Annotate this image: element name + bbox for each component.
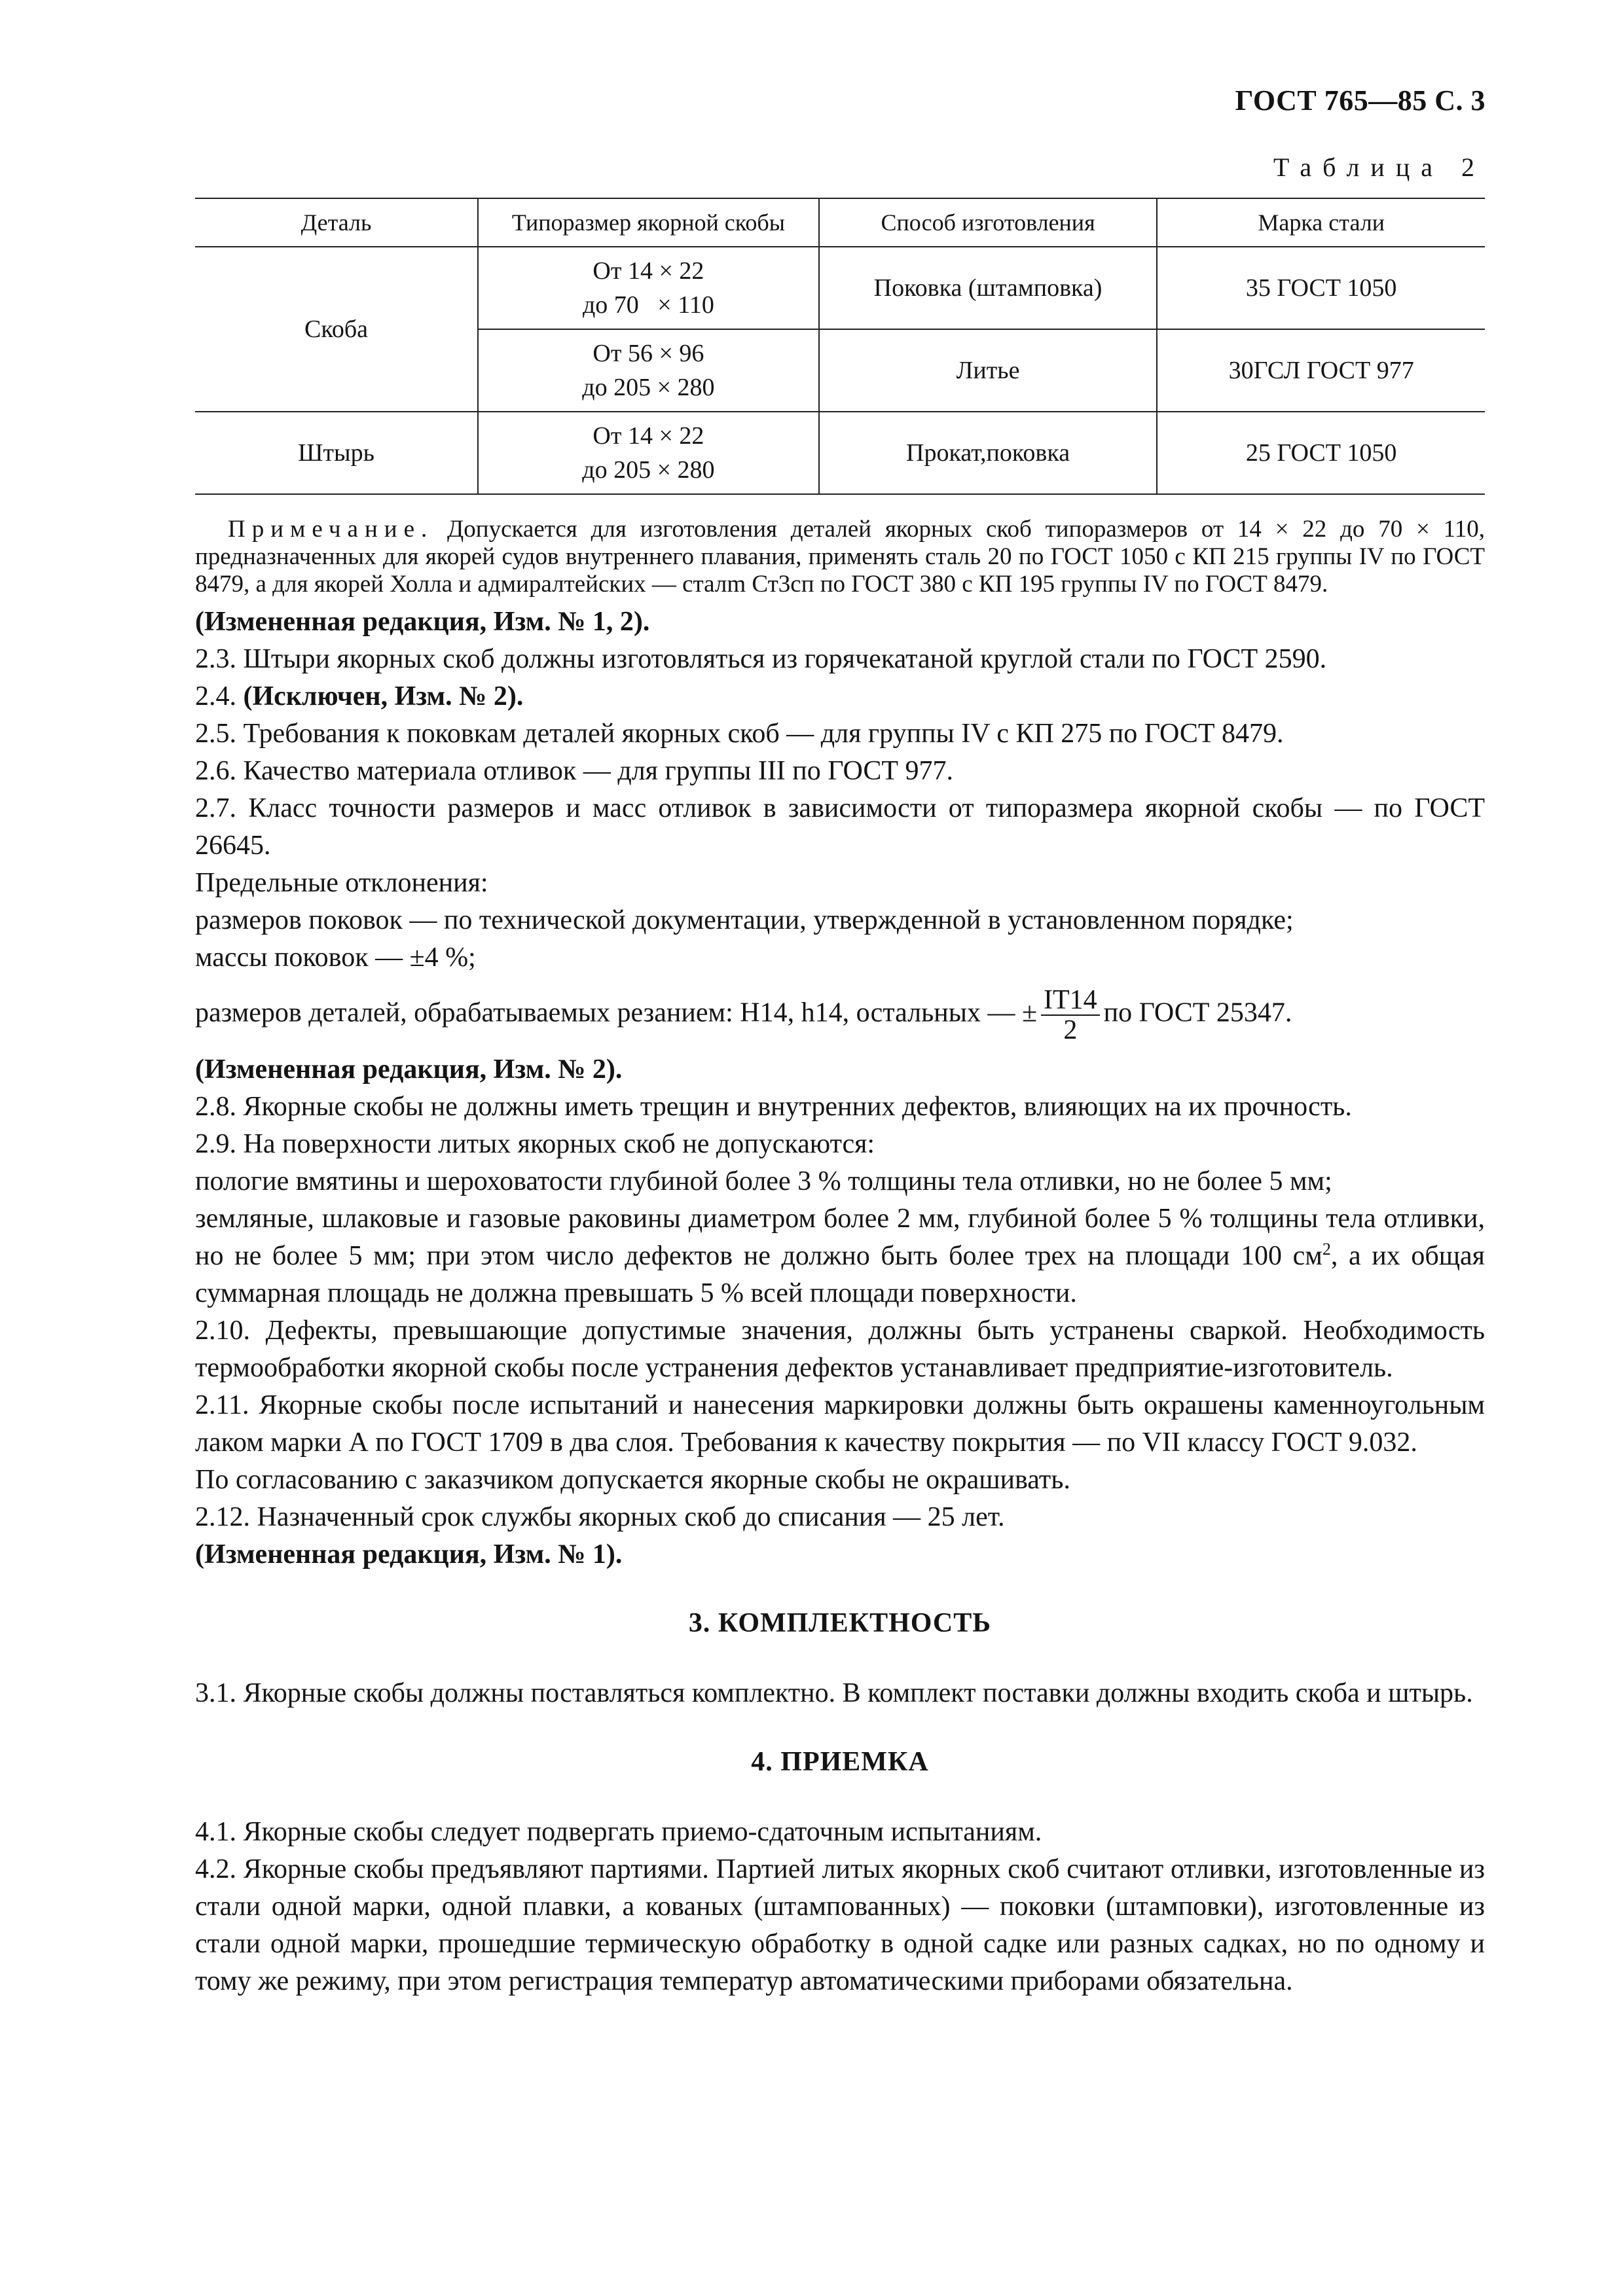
deviation-item: массы поковок — ±4 %; <box>195 942 476 973</box>
note-label: Примечание. <box>228 516 434 543</box>
formula-suffix: по ГОСТ 25347. <box>1103 997 1292 1028</box>
amendment-note <box>195 1051 1485 1088</box>
paragraph-2-11-addendum: По согласованию с заказчиком допускается якорные скобы не окрашивать. <box>195 1465 1070 1495</box>
paragraph-number: 2.4. <box>195 681 236 711</box>
amendment-text: (Измененная редакция, Изм. № 1). <box>195 1539 623 1570</box>
size-line: до 205 × 280 <box>582 374 715 401</box>
superscript: 2 <box>1322 1240 1331 1259</box>
amendment-note <box>195 603 1485 641</box>
amendment-note <box>195 1536 1485 1573</box>
amendment-text: (Измененная редакция, Изм. № 2). <box>195 1054 623 1085</box>
defect-text: , а их общая суммарная площадь не должна превышать 5 % всей площади поверхности. <box>195 1241 1485 1308</box>
paragraph-2-3: 2.3. Штыри якорных скоб должны изготовляться из горячекатаной круглой стали по ГОСТ 2590. <box>195 644 1327 674</box>
deviations-title: Предельные отклонения: <box>195 868 488 898</box>
table-cell-method: Поковка (штамповка) <box>819 247 1158 329</box>
table-cell-size <box>478 412 819 494</box>
size-line: до 205 × 280 <box>582 456 715 484</box>
paragraph-2-5: 2.5. Требования к поковкам деталей якорных скоб — для группы IV с КП 275 по ГОСТ 8479. <box>195 719 1284 749</box>
table-cell-steel: 35 ГОСТ 1050 <box>1157 247 1485 329</box>
paragraph-2-10: 2.10. Дефекты, превышающие допустимые значения, должны быть устранены сваркой. Необходимость термообработки якорной скобы после устранения дефектов устанавливает предприятие-изготовитель. <box>195 1316 1485 1383</box>
fraction <box>1041 986 1100 1045</box>
size-line: до 70 × 110 <box>582 291 714 319</box>
paragraph-2-4 <box>195 678 1485 715</box>
fraction-denominator: 2 <box>1063 1015 1078 1045</box>
defect-item <box>195 1200 1485 1312</box>
table-cell-method: Прокат,поковка <box>819 412 1158 494</box>
table-header: Способ изготовления <box>819 198 1158 247</box>
amendment-text: (Исключен, Изм. № 2). <box>243 681 524 711</box>
section-heading-3: 3. КОМПЛЕКТНОСТЬ <box>688 1608 992 1638</box>
fraction-numerator: IT14 <box>1041 986 1100 1016</box>
paragraph-4-1: 4.1. Якорные скобы следует подвергать приемо-сдаточным испытаниям. <box>195 1817 1042 1847</box>
note-text: Допускается для изготовления деталей якорных скоб типоразмеров от 14 × 22 до 70 × 110, предназначенных для якорей судов внутреннего плавания, применять сталь 20 по ГОСТ 1050 с КП 215 группы IV по ГОСТ 8479, а для якорей Холла и адмиралтейских — сталm Ст3сп по ГОСТ 380 с КП 195 группы IV по ГОСТ 8479. <box>195 516 1485 598</box>
table-note <box>195 516 1485 598</box>
paragraph-2-9: 2.9. На поверхности литых якорных скоб не допускаются: <box>195 1129 875 1159</box>
table-cell-steel: 25 ГОСТ 1050 <box>1157 412 1485 494</box>
table-cell-detail: Скоба <box>195 247 478 412</box>
deviation-item: размеров поковок — по технической документации, утвержденной в установленном порядке; <box>195 905 1294 935</box>
section-heading-4: 4. ПРИЕМКА <box>751 1747 929 1777</box>
amendment-text: (Измененная редакция, Изм. № 1, 2). <box>195 607 650 637</box>
paragraph-2-12: 2.12. Назначенный срок службы якорных скоб до списания — 25 лет. <box>195 1502 1005 1532</box>
body-text <box>195 516 1485 2000</box>
table-row <box>195 247 1485 329</box>
paragraph-4-2: 4.2. Якорные скобы предъявляют партиями. Партией литых якорных скоб считают отливки, изготовленные из стали одной марки, одной плавки, а кованых (штампованных) — поковки (штамповки), изготовленные из стали одной марки, прошедшие термическую обработку в одной садке или разных садках, но по одному и тому же режиму, при этом регистрация температур автоматическими приборами обязательна. <box>195 1854 1485 1996</box>
paragraph-2-7: 2.7. Класс точности размеров и масс отливок в зависимости от типоразмера якорной скобы — по ГОСТ 26645. <box>195 793 1485 861</box>
paragraph-2-6: 2.6. Качество материала отливок — для группы III по ГОСТ 977. <box>195 756 954 786</box>
formula-prefix: размеров деталей, обрабатываемых резанием: Н14, h14, остальных — ± <box>195 997 1038 1028</box>
table-header: Деталь <box>195 198 478 247</box>
paragraph-2-8: 2.8. Якорные скобы не должны иметь трещин и внутренних дефектов, влияющих на их прочность. <box>195 1092 1352 1122</box>
defect-text: земляные, шлаковые и газовые раковины диаметром более 2 мм, глубиной более 5 % толщины тела отливки, но не более 5 мм; при этом число дефектов не должно быть более трех на площади 100 см <box>195 1204 1485 1271</box>
size-line: От 14 × 22 <box>593 422 704 450</box>
size-line: От 14 × 22 <box>593 257 704 285</box>
table-cell-size <box>478 329 819 412</box>
size-line: От 56 × 96 <box>593 340 704 367</box>
table-cell-steel: 30ГСЛ ГОСТ 977 <box>1157 329 1485 412</box>
table-caption: Таблица 2 <box>1273 152 1486 182</box>
deviation-item-formula <box>195 986 1485 1045</box>
table-cell-detail: Штырь <box>195 412 478 494</box>
table-header: Марка стали <box>1157 198 1485 247</box>
paragraph-2-11: 2.11. Якорные скобы после испытаний и нанесения маркировки должны быть окрашены каменноугольным лаком марки А по ГОСТ 1709 в два слоя. Требования к качеству покрытия — по VII классу ГОСТ 9.032. <box>195 1390 1485 1458</box>
table-row <box>195 412 1485 494</box>
table-header: Типоразмер якорной скобы <box>478 198 819 247</box>
table-cell-method: Литье <box>819 329 1158 412</box>
table-header-row <box>195 198 1485 247</box>
running-head: ГОСТ 765—85 С. 3 <box>1235 84 1486 117</box>
steel-table <box>195 198 1485 495</box>
defect-item: пологие вмятины и шероховатости глубиной более 3 % толщины тела отливки, но не более 5 мм; <box>195 1166 1332 1196</box>
table-cell-size <box>478 247 819 329</box>
paragraph-3-1: 3.1. Якорные скобы должны поставляться комплектно. В комплект поставки должны входить скоба и штырь. <box>195 1678 1473 1708</box>
